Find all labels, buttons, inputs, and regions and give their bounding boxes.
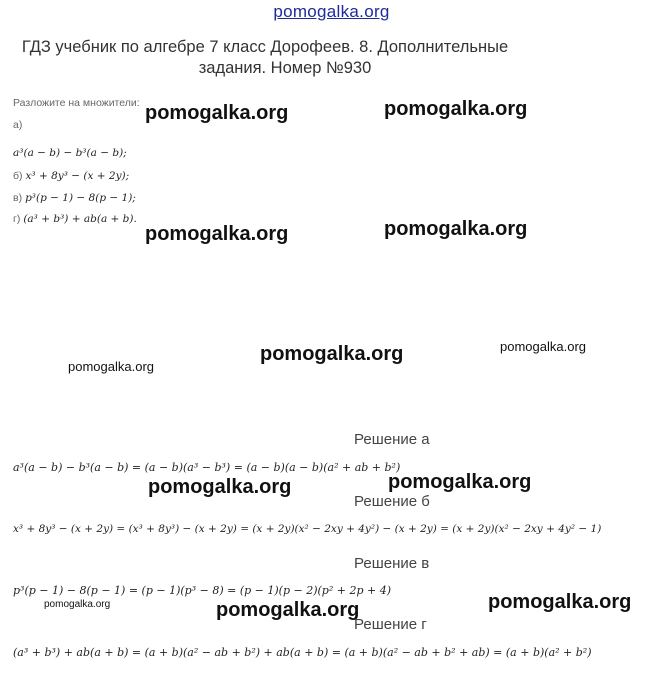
task-item-prefix: б) xyxy=(13,170,23,182)
task-item-b xyxy=(13,170,129,182)
solution-heading-g: Решение г xyxy=(354,616,427,633)
solution-eq-g: (a³ + b³) + ab(a + b) = (a + b)(a² − ab + b²) + ab(a + b) = (a + b)(a² − ab + b² + ab) = (a + b)(a² + b²) xyxy=(13,646,592,659)
watermark: pomogalka.org xyxy=(68,359,154,374)
site-link[interactable]: pomogalka.org xyxy=(273,2,390,21)
page-title-line1: ГДЗ учебник по алгебре 7 класс Дорофеев. 8. Дополнительные xyxy=(21,38,509,56)
watermark: pomogalka.org xyxy=(145,102,289,124)
watermark: pomogalka.org xyxy=(148,476,292,498)
watermark: pomogalka.org xyxy=(260,343,404,365)
task-item-prefix: а) xyxy=(13,119,23,131)
task-item-v xyxy=(13,192,136,204)
task-item-a-label xyxy=(13,119,25,131)
watermark: pomogalka.org xyxy=(145,223,289,245)
watermark: pomogalka.org xyxy=(384,98,528,120)
solution-eq-a: a³(a − b) − b³(a − b) = (a − b)(a³ − b³) = (a − b)(a − b)(a² + ab + b²) xyxy=(13,461,401,474)
task-item-g xyxy=(13,213,137,225)
watermark: pomogalka.org xyxy=(44,599,111,610)
task-item-expr: p³(p − 1) − 8(p − 1); xyxy=(25,192,136,204)
task-label: Разложите на множители: xyxy=(13,97,140,109)
task-item-prefix: г) xyxy=(13,213,21,225)
watermark: pomogalka.org xyxy=(388,471,532,493)
page-title xyxy=(0,37,530,79)
watermark: pomogalka.org xyxy=(384,218,528,240)
solution-heading-b: Решение б xyxy=(354,493,430,510)
solution-eq-b: x³ + 8y³ − (x + 2y) = (x³ + 8y³) − (x + 2y) = (x + 2y)(x² − 2xy + 4y²) − (x + 2y) = (x + 2y)(x² − 2xy + 4y² − 1) xyxy=(13,523,602,535)
solution-heading-a: Решение а xyxy=(354,431,430,448)
task-item-expr: (a³ + b³) + ab(a + b). xyxy=(23,213,137,225)
watermark: pomogalka.org xyxy=(500,339,586,354)
task-item-prefix: в) xyxy=(13,192,23,204)
solution-eq-v: p³(p − 1) − 8(p − 1) = (p − 1)(p³ − 8) = (p − 1)(p − 2)(p² + 2p + 4) xyxy=(13,584,391,597)
task-item-expr: x³ + 8y³ − (x + 2y); xyxy=(25,170,130,182)
watermark: pomogalka.org xyxy=(216,599,360,621)
page-title-line2: задания. Номер №930 xyxy=(198,59,372,77)
task-item-a xyxy=(13,147,127,159)
task-item-expr: a³(a − b) − b³(a − b); xyxy=(13,147,127,159)
watermark: pomogalka.org xyxy=(488,591,632,613)
solution-heading-v: Решение в xyxy=(354,555,430,572)
